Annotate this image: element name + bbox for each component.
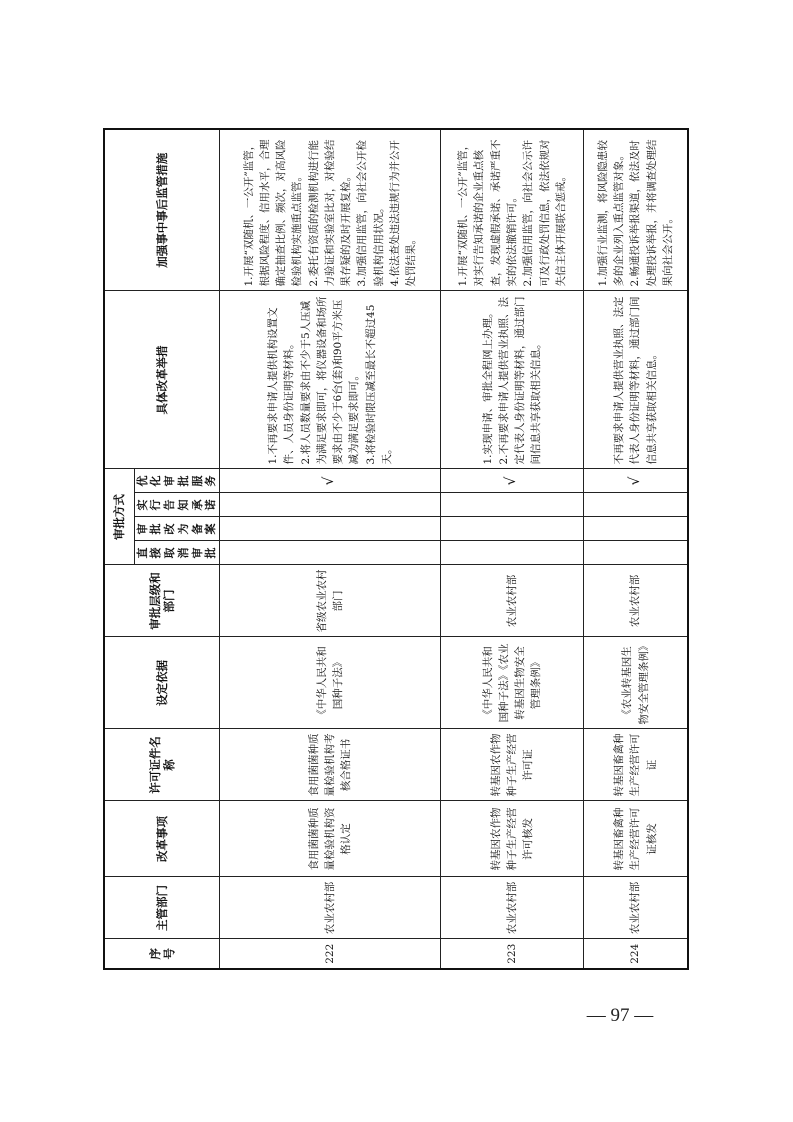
row-seq: 222 bbox=[220, 939, 441, 969]
header-supervision: 加强事中事后监管措施 bbox=[104, 129, 220, 291]
header-level: 审批层级和部门 bbox=[104, 565, 220, 637]
row-measures: 1.不再要求申请人提供机构设置文件、人员身份证明等材料。 2.将人员数量要求由不少于5人压减为满足要求即可，将仪器设备和场所要求由不少于6台(套)和90平方米压减为满足要求即可。 3.将检验时限压减至最长不超过45天。 bbox=[220, 291, 441, 469]
row-basis: 《中华人民共和国种子法》 bbox=[220, 637, 441, 729]
header-license: 许可证件名称 bbox=[104, 729, 220, 801]
row-license: 转基因畜禽种生产经营许可证 bbox=[584, 729, 688, 801]
header-seq: 序号 bbox=[104, 939, 220, 969]
table-row bbox=[441, 129, 584, 969]
row-basis: 《中华人民共和国种子法》《农业转基因生物安全管理条例》 bbox=[441, 637, 584, 729]
row-level: 农业农村部 bbox=[441, 565, 584, 637]
row-level: 农业农村部 bbox=[584, 565, 688, 637]
header-basis: 设定依据 bbox=[104, 637, 220, 729]
reform-items-table bbox=[103, 128, 689, 970]
table-row bbox=[220, 129, 441, 969]
row-dept: 农业农村部 bbox=[584, 877, 688, 939]
header-mode-record: 审批改为备案 bbox=[134, 517, 220, 541]
row-license: 食用菌菌种质量检验机构考核合格证书 bbox=[220, 729, 441, 801]
header-mode-notify: 实行告知承诺 bbox=[134, 493, 220, 517]
row-item: 转基因畜禽种生产经营许可证核发 bbox=[584, 801, 688, 877]
rotated-table-wrapper bbox=[103, 130, 689, 970]
row-mode-cancel bbox=[441, 541, 584, 565]
row-measures: 不再要求申请人提供营业执照、法定代表人身份证明等材料，通过部门间信息共享获取相关信息。 bbox=[584, 291, 688, 469]
row-mode-optimize-check: √ bbox=[584, 469, 688, 493]
header-mode-cancel: 直接取消审批 bbox=[134, 541, 220, 565]
row-dept: 农业农村部 bbox=[441, 877, 584, 939]
row-basis: 《农业转基因生物安全管理条例》 bbox=[584, 637, 688, 729]
row-dept: 农业农村部 bbox=[220, 877, 441, 939]
row-mode-record bbox=[441, 517, 584, 541]
row-item: 转基因农作物种子生产经营许可核发 bbox=[441, 801, 584, 877]
row-level: 省级农业农村部门 bbox=[220, 565, 441, 637]
header-measures: 具体改革举措 bbox=[104, 291, 220, 469]
row-mode-cancel bbox=[584, 541, 688, 565]
header-dept: 主管部门 bbox=[104, 877, 220, 939]
row-mode-notify bbox=[584, 493, 688, 517]
row-mode-notify bbox=[441, 493, 584, 517]
row-seq: 224 bbox=[584, 939, 688, 969]
row-seq: 223 bbox=[441, 939, 584, 969]
row-mode-notify bbox=[220, 493, 441, 517]
row-mode-record bbox=[584, 517, 688, 541]
row-measures: 1.实现申请、审批全程网上办理。 2.不再要求申请人提供营业执照、法定代表人身份证明等材料，通过部门间信息共享获取相关信息。 bbox=[441, 291, 584, 469]
row-license: 转基因农作物种子生产经营许可证 bbox=[441, 729, 584, 801]
row-mode-record bbox=[220, 517, 441, 541]
header-item: 改革事项 bbox=[104, 801, 220, 877]
header-mode-optimize: 优化审批服务 bbox=[134, 469, 220, 493]
page-number: — 97 — bbox=[586, 1005, 654, 1026]
row-item: 食用菌菌种质量检验机构资格认定 bbox=[220, 801, 441, 877]
row-mode-cancel bbox=[220, 541, 441, 565]
table-row bbox=[584, 129, 688, 969]
row-supervision: 1.开展“双随机、一公开”监管，根据风险程度、信用水平，合理确定抽查比例、频次，对高风险检验机构实施重点监管。 2.委托有资质的检测机构进行能力验证和实验室比对，对检验结果存疑的及时开展复检。 3.加强信用监管，向社会公开检验机构信用状况。 4.依法查处违法违规行为并公开处罚结果。 bbox=[220, 129, 441, 291]
row-mode-optimize-check: √ bbox=[220, 469, 441, 493]
row-supervision: 1.开展“双随机、一公开”监管，对实行告知承诺的企业重点核查，发现虚假承诺、承诺严重不实的依法撤销许可。 2.加强信用监管，向社会公示许可及行政处罚信息，依法依规对失信主体开展联合惩戒。 bbox=[441, 129, 584, 291]
header-mode: 审批方式 bbox=[104, 469, 134, 565]
row-mode-optimize-check: √ bbox=[441, 469, 584, 493]
row-supervision: 1.加强行业监测，将风险隐患较多的企业列入重点监管对象。 2.畅通投诉举报渠道，依法及时处理投诉举报，并将调查处理结果向社会公开。 bbox=[584, 129, 688, 291]
